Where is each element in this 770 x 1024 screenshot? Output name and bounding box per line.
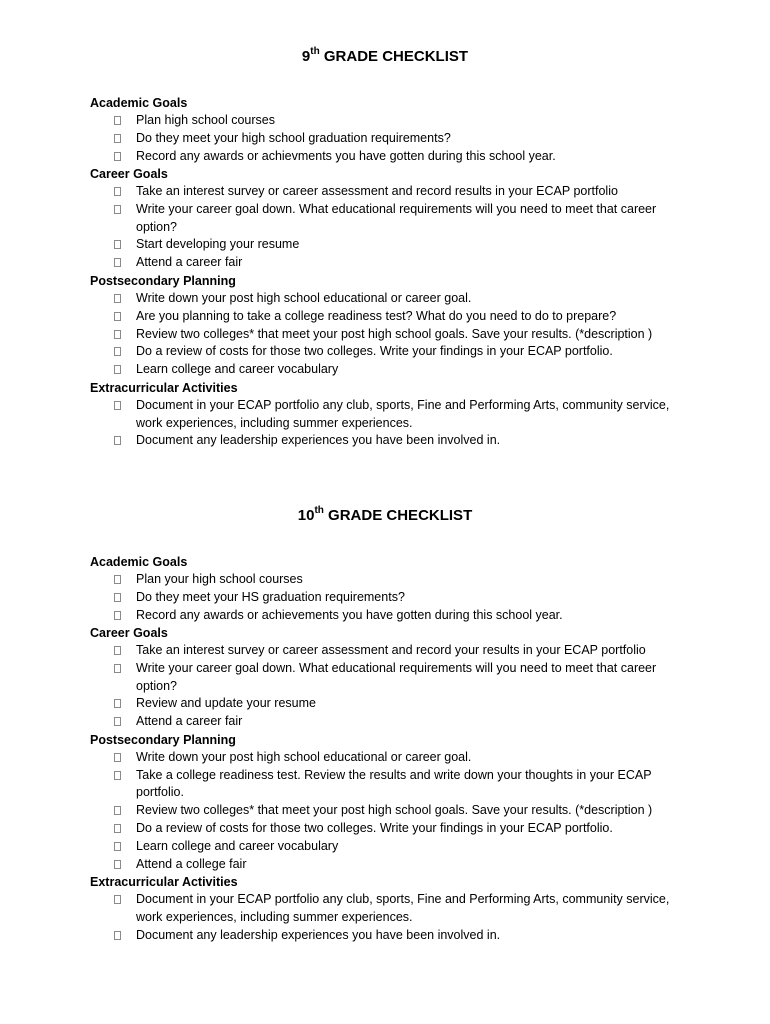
- title-text: GRADE CHECKLIST: [319, 48, 469, 65]
- checklist-item: [136, 290, 684, 308]
- item-text: Review two colleges* that meet your post high school goals. Save your results. (*description ): [136, 326, 653, 341]
- item-text: Review and update your resume: [136, 696, 316, 711]
- group-heading: Postsecondary Planning: [90, 733, 236, 748]
- checkbox[interactable]: [114, 240, 121, 249]
- item-text: Document any leadership experiences you have been involved in.: [136, 927, 501, 942]
- checklist-items: [0, 749, 770, 873]
- item-text: Review two colleges* that meet your post high school goals. Save your results. (*description ): [136, 803, 653, 818]
- checklist-item: [136, 112, 684, 130]
- item-text: Attend a career fair: [136, 714, 243, 729]
- item-text: Learn college and career vocabulary: [136, 362, 339, 377]
- checkbox[interactable]: [114, 575, 121, 584]
- item-text: Record any awards or achievements you have gotten during this school year.: [136, 607, 563, 622]
- checklist-items: [0, 183, 770, 272]
- checklist-item: [136, 148, 684, 166]
- group-academic-goals: [0, 94, 770, 165]
- checklist-item: [136, 642, 684, 660]
- checkbox[interactable]: [114, 860, 121, 869]
- checklist-title: [0, 44, 770, 70]
- checkbox[interactable]: [114, 646, 121, 655]
- checkbox[interactable]: [114, 931, 121, 940]
- group-heading: Extracurricular Activities: [90, 875, 238, 890]
- checklist-items: [0, 290, 770, 379]
- checklist-title: [0, 503, 770, 529]
- checkbox[interactable]: [114, 771, 121, 780]
- checkbox[interactable]: [114, 258, 121, 267]
- item-text: Document in your ECAP portfolio any club, sports, Fine and Performing Arts, community service, work experiences, including summer experiences.: [136, 398, 670, 430]
- checkbox[interactable]: [114, 347, 121, 356]
- group-career-goals: [0, 165, 770, 272]
- checklist-item: [136, 254, 684, 272]
- checkbox[interactable]: [114, 593, 121, 602]
- checklist-item: [136, 130, 684, 148]
- checklist-item: [136, 838, 684, 856]
- checklist-item: [136, 308, 684, 326]
- checkbox[interactable]: [114, 187, 121, 196]
- group-heading: Career Goals: [90, 167, 168, 182]
- checklist-item: [136, 660, 684, 695]
- checklist-items: [0, 112, 770, 165]
- item-text: Do they meet your HS graduation requirements?: [136, 589, 405, 604]
- item-text: Record any awards or achievments you have gotten during this school year.: [136, 148, 556, 163]
- checklist-item: [136, 326, 684, 344]
- title-number: 9: [301, 48, 311, 65]
- checkbox[interactable]: [114, 806, 121, 815]
- checkbox[interactable]: [114, 152, 121, 161]
- item-text: Write your career goal down. What educational requirements will you need to meet that career option?: [136, 661, 657, 693]
- group-academic-goals: [0, 553, 770, 624]
- checkbox[interactable]: [114, 116, 121, 125]
- group-heading: Academic Goals: [90, 555, 188, 569]
- checklist-item: [136, 856, 684, 874]
- checklist-item: [136, 713, 684, 731]
- title-suffix: th: [314, 505, 324, 516]
- item-text: Write your career goal down. What educational requirements will you need to meet that career option?: [136, 202, 657, 234]
- item-text: Plan high school courses: [136, 113, 275, 127]
- checklist-item: [136, 589, 684, 607]
- checklist-item: [136, 432, 684, 450]
- group-heading: Postsecondary Planning: [90, 274, 236, 289]
- checklist-item: [136, 236, 684, 254]
- checkbox[interactable]: [114, 753, 121, 762]
- checkbox[interactable]: [114, 205, 121, 214]
- checklist-10th-grade: [0, 503, 770, 944]
- checkbox[interactable]: [114, 699, 121, 708]
- checklist-9th-grade: [0, 44, 770, 450]
- checklist-items: [0, 397, 770, 450]
- checklist-item: [136, 607, 684, 625]
- group-extracurricular-activities: [0, 873, 770, 944]
- checkbox[interactable]: [114, 330, 121, 339]
- title-text: GRADE CHECKLIST: [323, 507, 473, 524]
- group-extracurricular-activities: [0, 379, 770, 450]
- item-text: Write down your post high school educational or career goal.: [136, 750, 472, 765]
- checkbox[interactable]: [114, 294, 121, 303]
- checklist-item: [136, 201, 684, 236]
- group-heading: Academic Goals: [90, 96, 188, 110]
- checkbox[interactable]: [114, 401, 121, 410]
- title-suffix: th: [310, 46, 320, 57]
- item-text: Write down your post high school educational or career goal.: [136, 291, 472, 306]
- checkbox[interactable]: [114, 824, 121, 833]
- item-text: Start developing your resume: [136, 237, 300, 252]
- item-text: Take a college readiness test. Review the results and write down your thoughts in your ECAP portfolio.: [136, 767, 652, 800]
- group-heading: Extracurricular Activities: [90, 381, 238, 396]
- checklist-item: [136, 397, 684, 432]
- item-text: Take an interest survey or career assessment and record your results in your ECAP portfolio: [136, 643, 646, 658]
- item-text: Attend a college fair: [136, 856, 247, 871]
- item-text: Take an interest survey or career assessment and record results in your ECAP portfolio: [136, 184, 618, 199]
- title-number: 10: [297, 507, 315, 524]
- checklist-item: [136, 695, 684, 713]
- checklist-item: [136, 343, 684, 361]
- checklist-item: [136, 361, 684, 379]
- checkbox[interactable]: [114, 895, 121, 904]
- checkbox[interactable]: [114, 312, 121, 321]
- checklist-item: [136, 749, 684, 767]
- checklist-item: [136, 802, 684, 820]
- group-postsecondary-planning: [0, 731, 770, 873]
- checkbox[interactable]: [114, 717, 121, 726]
- group-heading: Career Goals: [90, 626, 168, 641]
- checkbox[interactable]: [114, 842, 121, 851]
- checkbox[interactable]: [114, 436, 121, 445]
- group-career-goals: [0, 624, 770, 731]
- checkbox[interactable]: [114, 664, 121, 673]
- item-text: Plan your high school courses: [136, 572, 303, 586]
- item-text: Document any leadership experiences you have been involved in.: [136, 433, 501, 448]
- checklist-item: [136, 571, 684, 589]
- checklist-item: [136, 927, 684, 945]
- checklist-item: [136, 183, 684, 201]
- item-text: Do a review of costs for those two colleges. Write your findings in your ECAP portfolio.: [136, 344, 613, 359]
- item-text: Do they meet your high school graduation requirements?: [136, 130, 451, 145]
- checkbox[interactable]: [114, 134, 121, 143]
- checklist-items: [0, 891, 770, 944]
- checkbox[interactable]: [114, 611, 121, 620]
- item-text: Document in your ECAP portfolio any club, sports, Fine and Performing Arts, community service, work experiences, including summer experiences.: [136, 892, 670, 924]
- item-text: Learn college and career vocabulary: [136, 838, 339, 853]
- checklist-item: [136, 820, 684, 838]
- item-text: Attend a career fair: [136, 255, 243, 270]
- checklist-items: [0, 571, 770, 624]
- checklist-item: [136, 767, 684, 802]
- checklist-item: [136, 891, 684, 926]
- group-postsecondary-planning: [0, 272, 770, 379]
- checkbox[interactable]: [114, 365, 121, 374]
- item-text: Do a review of costs for those two colleges. Write your findings in your ECAP portfolio.: [136, 820, 613, 835]
- item-text: Are you planning to take a college readiness test? What do you need to do to prepare?: [136, 308, 617, 323]
- checklist-items: [0, 642, 770, 731]
